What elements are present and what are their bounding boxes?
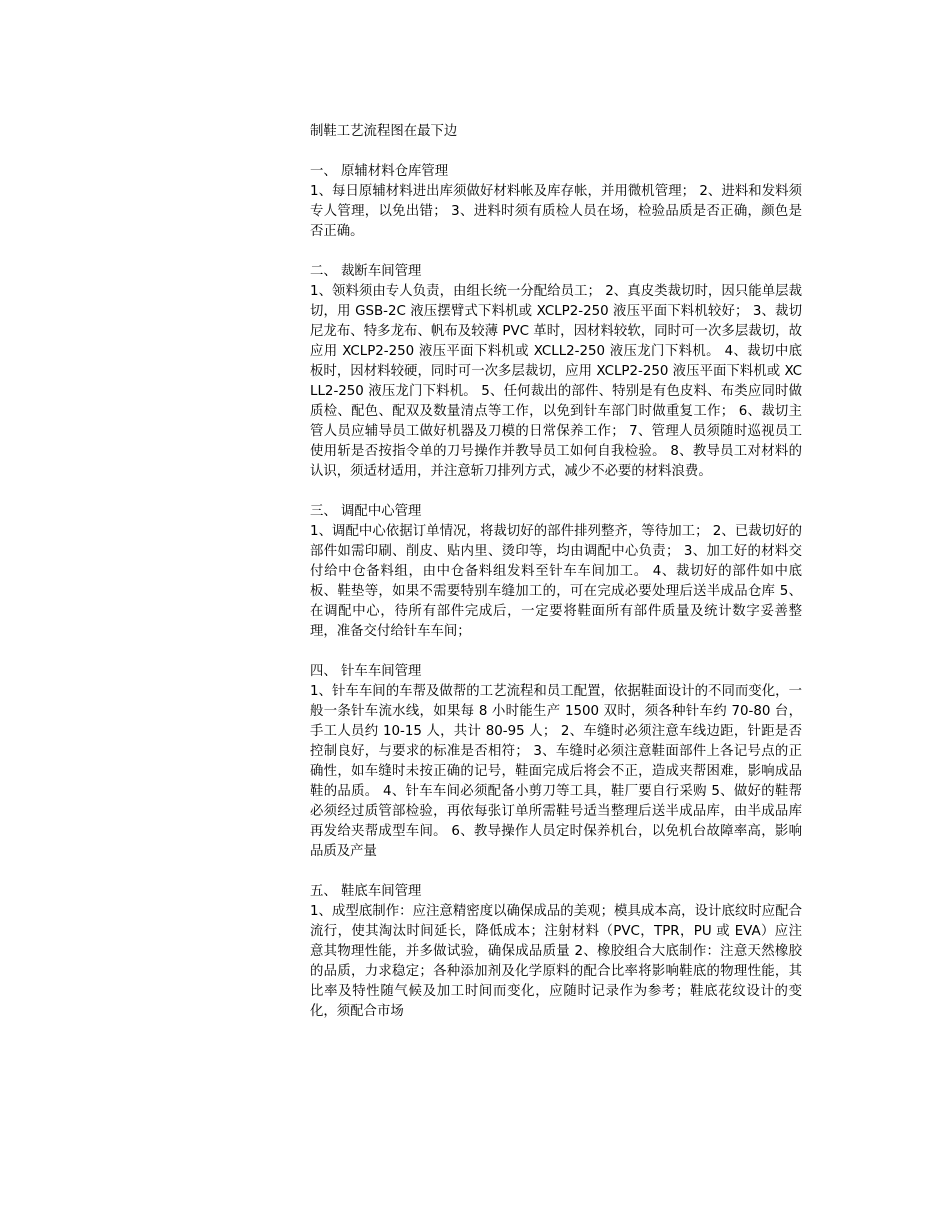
section-heading: 三、 调配中心管理	[310, 504, 422, 519]
section-warehouse	[310, 162, 802, 242]
section-cutting	[310, 262, 802, 482]
section-body: 1、针车车间的车帮及做帮的工艺流程和员工配置，依据鞋面设计的不同而变化，一般一条针车流水线，如果每 8 小时能生产 1500 双时，须各种针车约 70-80 台，手工人员约 10-15 人，共计 80-95 人； 2、车缝时必须注意车线边距，针距是否控制良好，与要求的标准是否相符； 3、车缝时必须注意鞋面部件上各记号点的正确性，如车缝时未按正确的记号，鞋面完成后将会不正，造成夹帮困难，影响成品鞋的品质。 4、针车车间必须配备小剪刀等工具，鞋厂要自行采购 5、做好的鞋帮必须经过质管部检验，再依每张订单所需鞋号适当整理后送半成品库，由半成品库再发给夹帮成型车间。 6、教导操作人员定时保养机台，以免机台故障率高，影响品质及产量	[310, 684, 802, 859]
section-dispatch-center	[310, 502, 802, 642]
section-heading: 五、 鞋底车间管理	[310, 884, 422, 899]
section-body: 1、调配中心依据订单情况，将裁切好的部件排列整齐，等待加工； 2、已裁切好的部件如需印刷、削皮、贴内里、烫印等，均由调配中心负责； 3、加工好的材料交付给中仓备料组，由中仓备料组发料至针车车间加工。 4、裁切好的部件如中底板、鞋垫等，如果不需要特别车缝加工的，可在完成必要处理后送半成品仓库 5、在调配中心，待所有部件完成后，一定要将鞋面所有部件质量及统计数字妥善整理，准备交付给针车车间；	[310, 524, 802, 639]
section-heading: 二、 裁断车间管理	[310, 264, 422, 279]
section-body: 1、成型底制作：应注意精密度以确保成品的美观；模具成本高，设计底纹时应配合流行，使其淘汰时间延长，降低成本；注射材料（PVC，TPR，PU 或 EVA）应注意其物理性能，并多做试验，确保成品质量 2、橡胶组合大底制作：注意天然橡胶的品质，力求稳定；各种添加剂及化学原料的配合比率将影响鞋底的物理性能，其比率及特性随气候及加工时间而变化，应随时记录作为参考；鞋底花纹设计的变化，须配合市场	[310, 904, 802, 1019]
section-body: 1、领料须由专人负责，由组长统一分配给员工； 2、真皮类裁切时，因只能单层裁切，用 GSB-2C 液压摆臂式下料机或 XCLP2-250 液压平面下料机较好； 3、裁切尼龙布、特多龙布、帆布及较薄 PVC 革时，因材料较软，同时可一次多层裁切，故应用 XCLP2-250 液压平面下料机或 XCLL2-250 液压龙门下料机。 4、裁切中底板时，因材料较硬，同时可一次多层裁切，应用 XCLP2-250 液压平面下料机或 XCLL2-250 液压龙门下料机。 5、任何裁出的部件、特别是有色皮料、布类应同时做质检、配色、配双及数量清点等工作，以免到针车部门时做重复工作； 6、裁切主管人员应辅导员工做好机器及刀模的日常保养工作； 7、管理人员须随时巡视员工使用斩是否按指令单的刀号操作并教导员工如何自我检验。 8、教导员工对材料的认识，须适材适用，并注意斩刀排列方式，减少不必要的材料浪费。	[310, 284, 802, 479]
section-heading: 四、 针车车间管理	[310, 664, 422, 679]
section-stitching	[310, 662, 802, 862]
section-body: 1、每日原辅材料进出库须做好材料帐及库存帐，并用微机管理； 2、进料和发料须专人管理，以免出错； 3、进料时须有质检人员在场，检验品质是否正确，颜色是否正确。	[310, 184, 802, 239]
document-page	[310, 122, 802, 1042]
section-heading: 一、 原辅材料仓库管理	[310, 164, 449, 179]
document-title: 制鞋工艺流程图在最下边	[310, 124, 458, 139]
section-sole	[310, 882, 802, 1022]
